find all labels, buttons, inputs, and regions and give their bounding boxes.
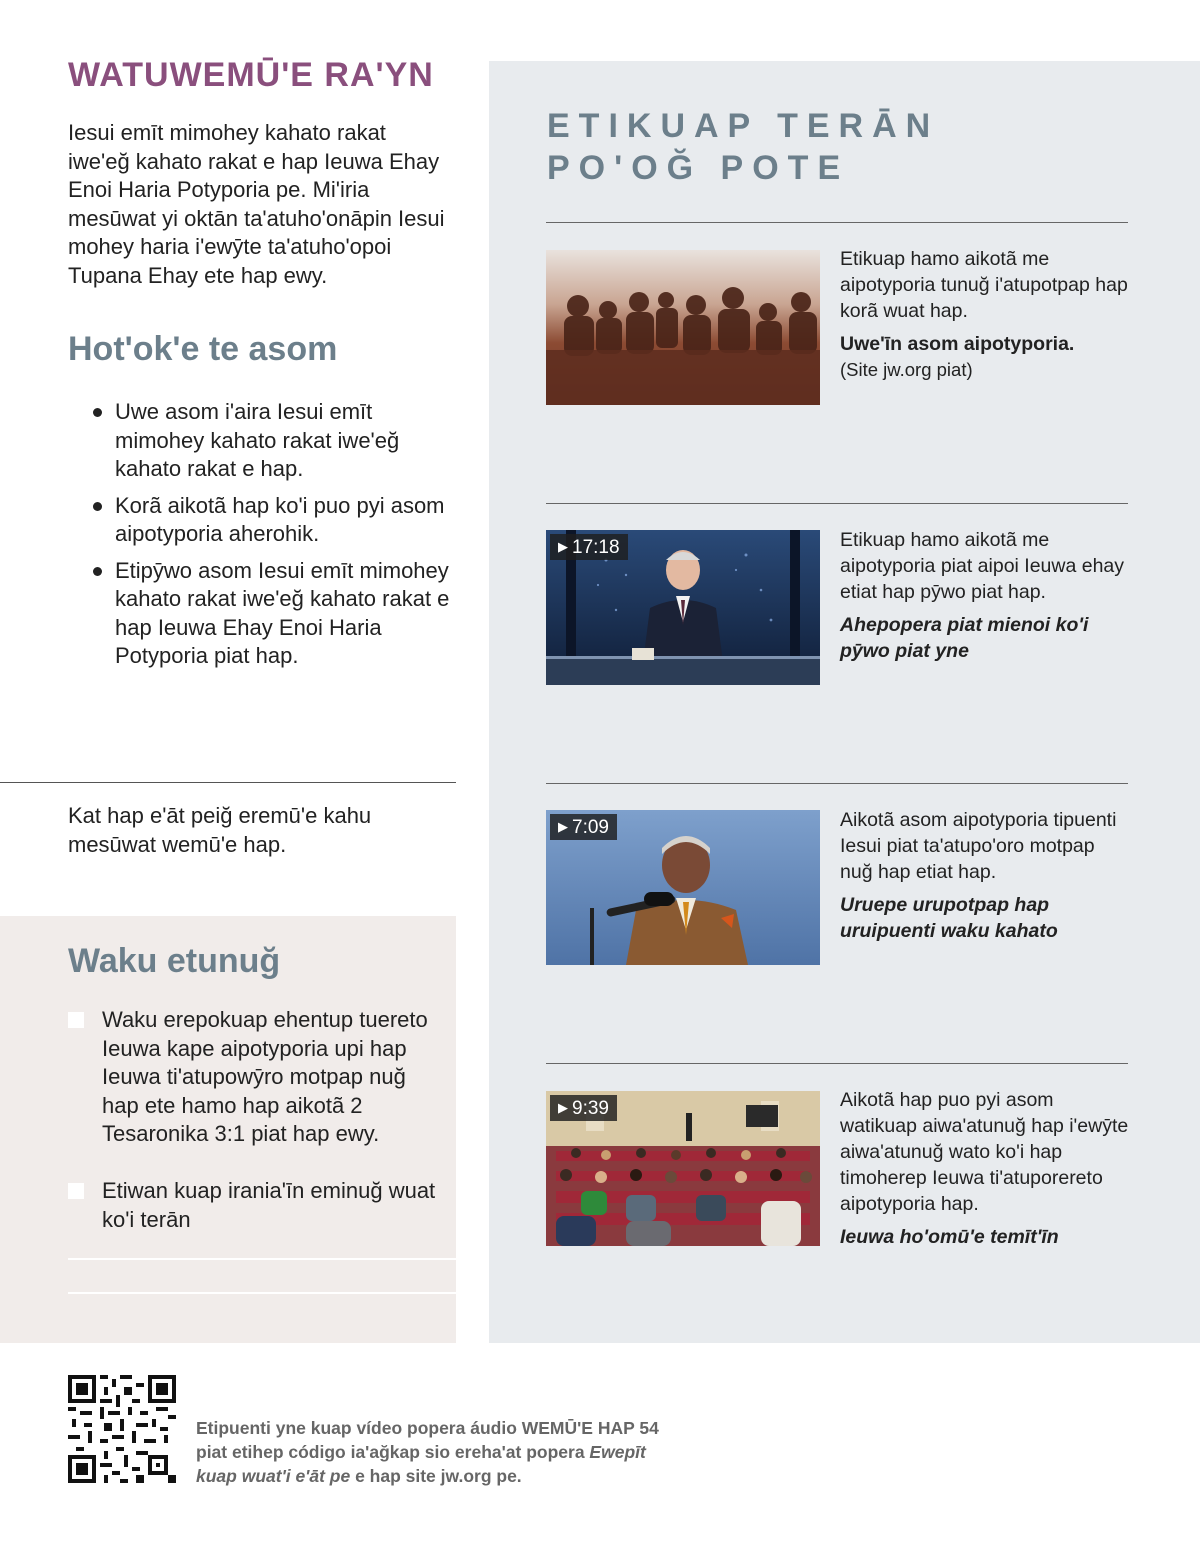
explore-item-title[interactable]: Ieuwa ho'omū'e temīt'īn	[840, 1226, 1059, 1248]
review-item: Etipȳwo asom Iesui emīt mimohey kahato rakat iwe'eğ kahato rakat e hap Ieuwa Ehay Enoi Haria Potyporia piat hap.	[90, 557, 450, 671]
summary-text: Iesui emīt mimohey kahato rakat iwe'eğ kahato rakat e hap Ieuwa Ehay Enoi Haria Potyporia pe. Mi'iria mesūwat yi oktān ta'atuho'onāpin Iesui mohey haria i'ewȳte ta'atuho'opoi Tupana Ehay ete hap ewy.	[68, 120, 445, 288]
explore-item-title[interactable]: Ahepopera piat mienoi ko'i pȳwo piat yne	[840, 614, 1089, 662]
footer-text: Etipuenti yne kuap vídeo popera áudio WEMŪ'E HAP 54 piat etihep código ia'ağkap sio ereha'at popera Ewepīt kuap wuat'i e'āt pe e hap site jw.org pe.	[196, 1418, 659, 1486]
divider	[546, 783, 1128, 784]
checkbox[interactable]	[68, 1012, 84, 1028]
panel-title: ETIKUAP TERĀN PO'OĞ POTE	[547, 107, 940, 187]
bullet-icon	[93, 502, 102, 511]
checkbox[interactable]	[68, 1183, 84, 1199]
task-item-label: Waku erepokuap ehentup tuereto Ieuwa kape aipotyporia upi hap Ieuwa ti'atupowȳro motpap nuğ hap ete hamo hap aikotã 2 Tesaronika 3:1 piat hap ewy.	[102, 1007, 428, 1146]
explore-panel	[489, 61, 1200, 1343]
explore-item-title[interactable]: Uruepe urupotpap hap uruipuenti waku kahato	[840, 894, 1058, 942]
note-text: Kat hap e'āt peiğ eremū'e kahu mesūwat wemū'e hap.	[68, 803, 372, 857]
meeting-silhouette-image[interactable]	[546, 250, 820, 405]
video-duration-badge: ▶ 7:09	[550, 814, 617, 840]
writing-line[interactable]	[68, 1258, 456, 1260]
speaker-microphone-video[interactable]	[546, 810, 820, 965]
play-icon: ▶	[558, 539, 568, 554]
bullet-icon	[93, 408, 102, 417]
summary-title: WATUWEMŪ'E RA'YN	[68, 56, 434, 94]
qr-code-icon[interactable]	[68, 1375, 176, 1483]
speaker-at-desk-video[interactable]	[546, 530, 820, 685]
task-item[interactable]	[68, 1177, 438, 1234]
play-icon: ▶	[558, 819, 568, 834]
explore-item-text: Aikotã hap puo pyi asom watikuap aiwa'atunuğ hap i'ewȳte aiwa'atunuğ wato ko'i hap timoherep Ieuwa ti'atuporereto aipotyporia hap. Ieuwa ho'omū'e temīt'īn	[840, 1089, 1129, 1248]
writing-line[interactable]	[68, 1292, 456, 1294]
explore-item-source: (Site jw.org piat)	[840, 359, 973, 380]
explore-item-title[interactable]: Uwe'īn asom aipotyporia.	[840, 333, 1075, 355]
divider	[546, 503, 1128, 504]
play-icon: ▶	[558, 1100, 568, 1115]
explore-item-text: Aikotã asom aipotyporia tipuenti Iesui piat ta'atupo'oro motpap nuğ hap etiat hap. Uruepe urupotpap hap uruipuenti waku kahato	[840, 807, 1130, 944]
image-illustration	[546, 250, 820, 405]
task-title: Waku etunuğ	[68, 942, 281, 980]
review-item: Korã aikotã hap ko'i puo pyi asom aipotyporia aherohik.	[90, 492, 450, 549]
review-title: Hot'ok'e te asom	[68, 330, 338, 368]
task-box	[0, 916, 456, 1343]
task-item-label: Etiwan kuap irania'īn eminuğ wuat ko'i terān	[102, 1178, 436, 1232]
review-list	[90, 398, 450, 679]
explore-item-text: Etikuap hamo aikotã me aipotyporia piat aipoi Ieuwa ehay etiat hap pȳwo piat hap. Ahepopera piat mienoi ko'i pȳwo piat yne	[840, 527, 1130, 664]
divider	[0, 782, 456, 783]
divider	[546, 222, 1128, 223]
bullet-icon	[93, 567, 102, 576]
task-item[interactable]	[68, 1006, 438, 1149]
review-item: Uwe asom i'aira Iesui emīt mimohey kahato rakat iwe'eğ kahato rakat e hap.	[90, 398, 450, 484]
divider	[546, 1063, 1128, 1064]
congregation-meeting-video[interactable]	[546, 1091, 820, 1246]
video-duration-badge: ▶ 9:39	[550, 1095, 617, 1121]
explore-item-text: Etikuap hamo aikotã me aipotyporia tunuğ i'atupotpap hap korã wuat hap. Uwe'īn asom aipotyporia. (Site jw.org piat)	[840, 246, 1130, 383]
video-duration-badge: ▶ 17:18	[550, 534, 628, 560]
